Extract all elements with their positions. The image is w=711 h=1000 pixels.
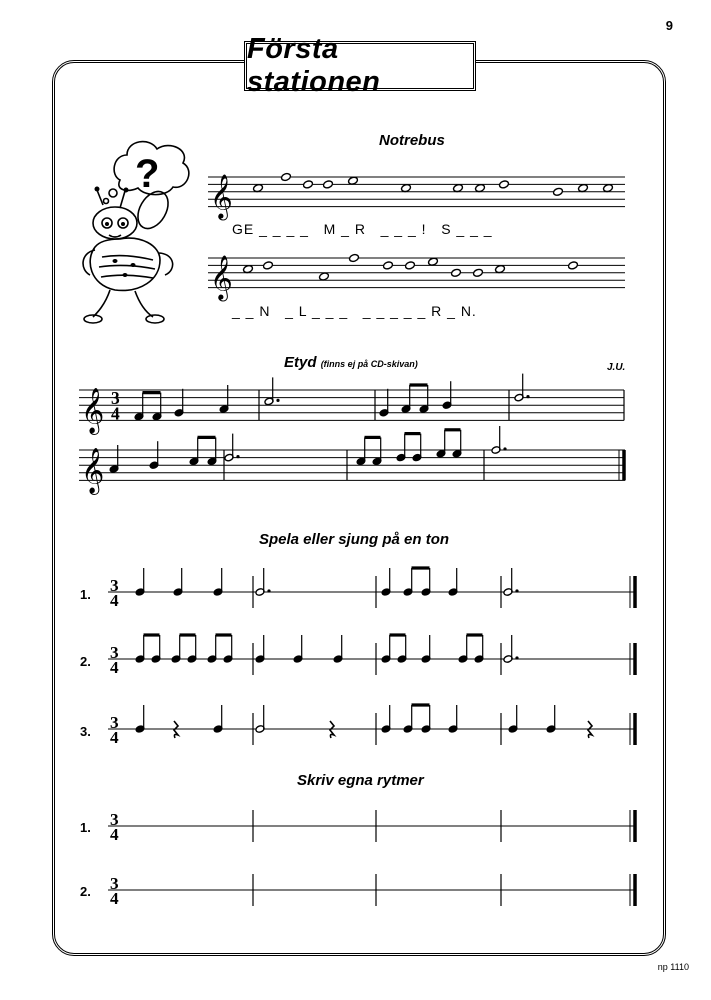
etyd-title-text: Etyd (284, 354, 317, 371)
time-signature-top: 3 (110, 643, 119, 662)
rhythm-row-number: 1. (80, 587, 91, 602)
whole-note (383, 261, 394, 270)
whole-note (499, 180, 510, 189)
augmentation-dot (276, 399, 279, 402)
time-signature-top: 3 (110, 576, 119, 595)
treble-clef: 𝄞 (210, 174, 233, 220)
notrebus-title: Notrebus (379, 132, 445, 149)
page-number: 9 (665, 18, 673, 33)
time-signature-top: 3 (110, 713, 119, 732)
whole-note (323, 180, 334, 189)
whole-note (473, 268, 484, 277)
question-mark: ? (135, 152, 160, 196)
whole-note (263, 261, 274, 270)
rhythm-line-3 (108, 697, 638, 757)
rebus-line-2: _ _ N _ L _ _ _ _ _ _ _ _ R _ N. (232, 303, 477, 319)
treble-clef: 𝄞 (81, 387, 105, 434)
treble-clef: 𝄞 (81, 447, 105, 494)
time-signature-bottom: 4 (110, 728, 119, 747)
fly-illustration (75, 135, 200, 330)
whole-note (568, 261, 579, 270)
composer-credit: J.U. (607, 362, 626, 373)
etyd-subtitle: (finns ej på CD-skivan) (320, 359, 418, 369)
rebus-line-1: GE _ _ _ _ M _ R _ _ _ ! S _ _ _ (232, 221, 493, 237)
etyd-staff-1 (79, 386, 627, 434)
treble-clef: 𝄞 (210, 255, 233, 301)
rebus-staff-1 (208, 174, 626, 220)
write-line-2 (108, 866, 638, 916)
augmentation-dot (515, 656, 518, 659)
time-signature-bottom: 4 (110, 889, 119, 908)
time-signature-bottom: 4 (110, 825, 119, 844)
augmentation-dot (515, 589, 518, 592)
augmentation-dot (236, 455, 239, 458)
augmentation-dot (503, 447, 506, 450)
time-signature-bottom: 4 (110, 658, 119, 677)
whole-note (405, 261, 416, 270)
rhythm-line-1 (108, 560, 638, 620)
write-row-number: 1. (80, 820, 91, 835)
whole-note (303, 180, 314, 189)
rhythm-play-title: Spela eller sjung på en ton (259, 531, 450, 548)
rebus-staff-2 (208, 255, 626, 301)
time-signature-top: 3 (110, 810, 119, 829)
time-signature-bottom: 4 (111, 403, 120, 424)
footer-code: np 1110 (657, 962, 689, 972)
augmentation-dot (267, 589, 270, 592)
whole-note (451, 268, 462, 277)
time-signature-top: 3 (111, 388, 120, 409)
etyd-staff-2 (79, 446, 627, 494)
etyd-title (284, 354, 418, 371)
augmentation-dot (526, 395, 529, 398)
rhythm-row-number: 2. (80, 654, 91, 669)
rhythm-row-number: 3. (80, 724, 91, 739)
time-signature-top: 3 (110, 874, 119, 893)
page-title: Första stationen (244, 41, 476, 91)
time-signature-bottom: 4 (110, 591, 119, 610)
write-line-1 (108, 802, 638, 852)
rhythm-write-title: Skriv egna rytmer (297, 772, 424, 789)
whole-note (553, 187, 564, 196)
rhythm-line-2 (108, 627, 638, 687)
write-row-number: 2. (80, 884, 91, 899)
